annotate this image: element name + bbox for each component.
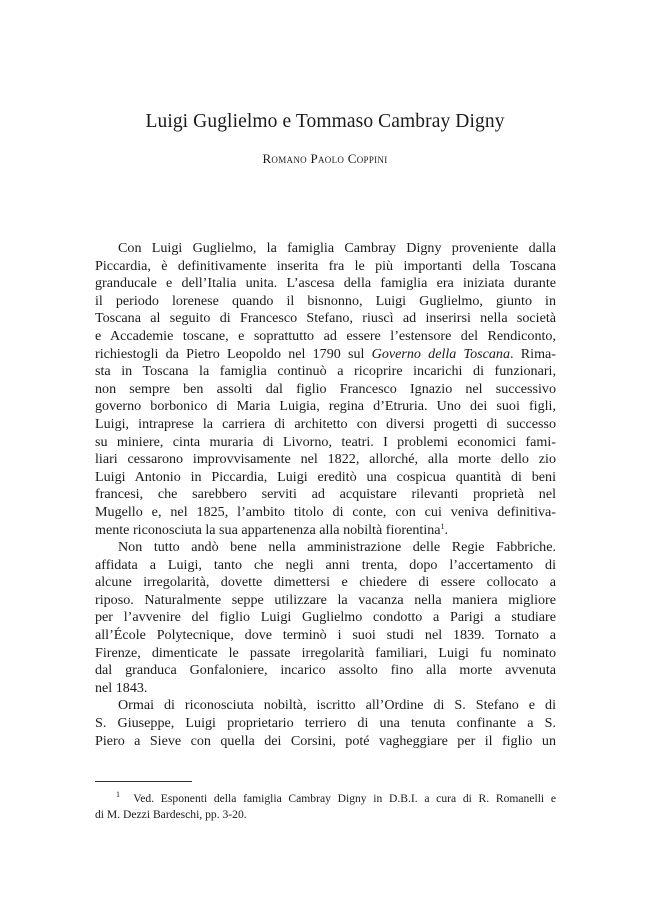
body-line-with-italic <box>95 346 556 364</box>
body-line: e Accademie toscane, e soprattutto ad essere l’estensore del Rendiconto, <box>95 327 556 344</box>
body-line: su miniere, cinta muraria di Livorno, teatri. I problemi economici fami- <box>95 433 556 450</box>
body-line: Toscana al seguito di Francesco Stefano, riuscì ad inserirsi nella società <box>95 310 556 327</box>
footnote-line <box>95 791 556 807</box>
body-line-tail: . Rima- <box>510 345 556 362</box>
body-line: dal granduca Gonfaloniere, incarico assolto fino alla morte avvenuta <box>95 662 556 679</box>
body-line: Mugello e, nel 1825, l’ambito titolo di conte, con cui veniva definitiva- <box>95 503 556 520</box>
body-line: S. Giuseppe, Luigi proprietario terriero di una tenuta confinante a S. <box>95 715 556 732</box>
footnote-text: Ved. Esponenti della famiglia Cambray Digny in D.B.I. a cura di R. Romanelli e <box>133 792 556 805</box>
body-line: per l’avvenire del figlio Luigi Guglielmo condotto a Parigi a studiare <box>95 609 556 626</box>
body-line: Piero a Sieve con quella dei Corsini, poté vagheggiare per il figlio un <box>95 732 556 749</box>
body-line: affidata a Luigi, tanto che negli anni trenta, dopo l’accertamento di <box>95 556 556 573</box>
body-line: nel 1843. <box>95 679 148 696</box>
body-line-text: mente riconosciuta la sua appartenenza alla nobiltà fiorentina <box>95 521 441 538</box>
footnote-line: di M. Dezzi Bardeschi, pp. 3-20. <box>95 808 247 822</box>
body-line: riposo. Naturalmente seppe utilizzare la vacanza nella maniera migliore <box>95 591 556 608</box>
body-line-text: richiestogli da Pietro Leopoldo nel 1790 sul <box>95 345 372 362</box>
body-line: Piccardia, è definitivamente inserita fra le più importanti della Toscana <box>95 257 556 274</box>
body-line: granducale e dell’Italia unita. L’ascesa della famiglia era iniziata durante <box>95 275 556 292</box>
body-line: liari cessarono improvvisamente nel 1822, allorché, alla morte dello zio <box>95 451 556 468</box>
body-line: Ormai di riconosciuta nobiltà, iscritto all’Ordine di S. Stefano e di <box>118 697 556 714</box>
body-line: il periodo lorenese quando il bisnonno, Luigi Guglielmo, giunto in <box>95 292 556 309</box>
italic-title: Governo della Toscana <box>371 345 511 362</box>
article-body <box>95 240 556 750</box>
body-line: Con Luigi Guglielmo, la famiglia Cambray Digny proveniente dalla <box>118 240 556 256</box>
body-line: non sempre ben assolti dal figlio Francesco Ignazio nel successivo <box>95 380 556 397</box>
footnote <box>95 791 556 824</box>
footnote-divider <box>95 781 192 782</box>
body-line: all’École Polytecnique, dove terminò i suoi studi nel 1839. Tornato a <box>95 627 556 644</box>
body-line: Firenze, dimenticate le passate irregolarità familiari, Luigi fu nominato <box>95 644 556 661</box>
body-line: Luigi, intraprese la carriera di architetto con diversi progetti di successo <box>95 415 556 432</box>
body-line: Non tutto andò bene nella amministrazione delle Regie Fabbriche. <box>118 539 556 556</box>
body-line: francesi, che sarebbero serviti ad acquistare rilevanti proprietà nel <box>95 486 556 503</box>
footnote-reference[interactable]: 1 <box>440 521 445 531</box>
article-author: Romano Paolo Coppini <box>262 151 388 166</box>
body-line-with-footnote-ref: mente riconosciuta la sua appartenenza alla nobiltà fiorentina$^1$. <box>95 521 449 538</box>
body-line: governo borbonico di Maria Luigia, regina d’Etruria. Uno dei suoi figli, <box>95 398 556 415</box>
body-line: sta in Toscana la famiglia continuò a ricoprire incarichi di funzionari, <box>95 363 556 380</box>
article-title: Luigi Guglielmo e Tommaso Cambray Digny <box>145 111 505 132</box>
footnote-marker: 1 <box>116 790 120 799</box>
body-line: Luigi Antonio in Piccardia, Luigi ereditò una cospicua quantità di beni <box>95 468 556 485</box>
body-line: alcune irregolarità, dovette dimettersi e chiedere di essere collocato a <box>95 574 556 591</box>
